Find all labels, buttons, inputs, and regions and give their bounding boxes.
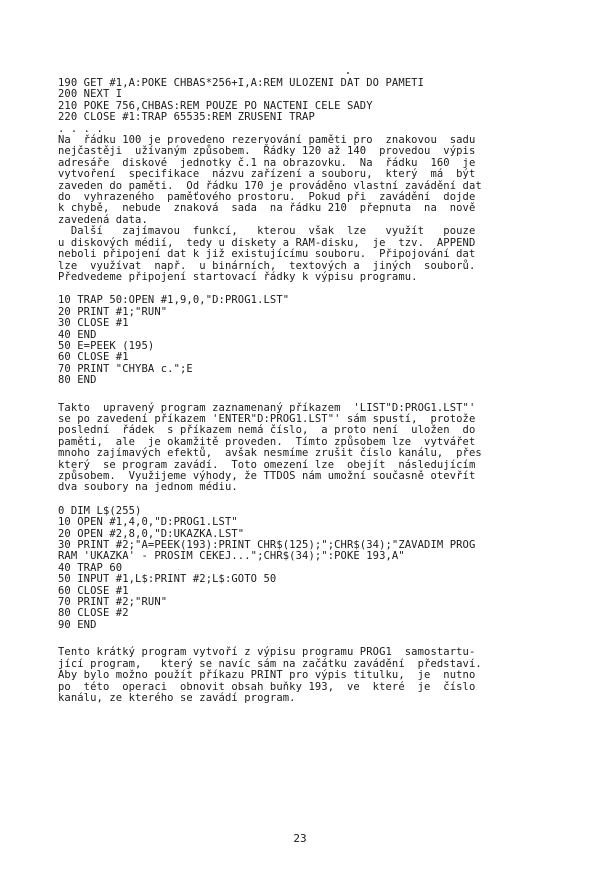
paragraph-4 <box>58 647 558 704</box>
para3-line: dva soubory na jednom médiu. <box>58 481 238 494</box>
code1-line: 190 GET #1,A:POKE CHBAS*256+I,A:REM ULOZENI DAT DO PAMETI <box>58 77 425 89</box>
para3-line: poslední řádek s příkazem nemá číslo, a proto není uložen do <box>58 424 476 437</box>
para1-line: k chybě, nebude znaková sada na řádku 210 přepnuta na nově <box>58 202 476 215</box>
para3-line: Takto upravený program zaznamenaný příkazem 'LIST"D:PROG1.LST"' <box>58 401 476 414</box>
para4-line: jící program, který se navíc sám na začátku zavádění představí. <box>58 657 482 670</box>
code3-line: 0 DIM L$(255) <box>58 504 142 517</box>
para1-line: zaveden do paměti. Od řádku 170 je prováděno vlastní zavádění dat <box>58 179 482 192</box>
code-listing-2 <box>58 295 558 386</box>
code3-line: 50 INPUT #1,L$:PRINT #2;L$:GOTO 50 <box>58 573 277 586</box>
page-body <box>58 78 558 704</box>
para3-line: který se program zavádí. Toto omezení lze obejít následujícím <box>58 458 476 471</box>
code2-line: 80 END <box>58 374 97 387</box>
code1-line: 220 CLOSE #1:TRAP 65535:REM ZRUSENI TRAP <box>58 111 315 124</box>
page-number: 23 <box>293 832 307 845</box>
para2-line: u diskových médií, tedy u diskety a RAM-disku, je tzv. APPEND <box>58 236 476 249</box>
code3-line: 80 CLOSE #2 <box>58 607 129 620</box>
paragraph-1 <box>58 135 558 226</box>
code2-line: 60 CLOSE #1 <box>58 351 129 364</box>
para3-line: způsobem. Využijeme výhody, že TTDOS nám umožní současně otevřít <box>58 470 476 482</box>
code1-line: 210 POKE 756,CHBAS:REM POUZE PO NACTENI CELE SADY <box>58 99 373 112</box>
paragraph-2 <box>58 226 558 283</box>
code2-line: 20 PRINT #1;"RUN" <box>58 305 168 318</box>
para4-line: Aby bylo možno použít příkazu PRINT pro výpis titulku, je nutno <box>58 669 476 682</box>
para3-line: mnoho zajímavých efektů, avšak nesmíme zrušit číslo kanálu, přes <box>58 447 482 460</box>
para2-line: Předvedeme připojení startovací řádky k výpisu programu. <box>58 270 418 283</box>
code2-line: 40 END <box>58 328 97 341</box>
code-listing-3 <box>58 506 558 631</box>
code3-line: 20 OPEN #2,8,0,"D:UKAZKA.LST" <box>58 527 245 540</box>
code3-line: RAM 'UKAZKA' - PROSIM CEKEJ...";CHR$(34);":POKE 193,A" <box>58 550 405 563</box>
para3-line: paměti, ale je okamžitě proveden. Tímto způsobem lze vytvářet <box>58 435 476 448</box>
para2-line: lze využívat např. u binárních, textových a jiných souborů. <box>58 259 476 272</box>
para1-line: adresáře diskové jednotky č.1 na obrazovku. Na řádku 160 je <box>58 156 476 169</box>
para4-line: kanálu, ze kterého se zavádí program. <box>58 691 296 704</box>
code3-line: 10 OPEN #1,4,0,"D:PROG1.LST" <box>58 516 238 529</box>
code-listing-1 <box>58 78 558 135</box>
code1-line: . . . . <box>58 122 103 135</box>
para1-line: nejčastěji užívaným způsobem. Řádky 120 až 140 provedou výpis <box>58 145 476 158</box>
para1-line: vytvoření specifikace názvu zařízení a souboru, který má být <box>58 168 476 181</box>
para2-line: Další zajímavou funkcí, kterou však lze využít pouze <box>58 225 476 238</box>
para1-line: do vyhrazeného paměťového prostoru. Pokud při zavádění dojde <box>58 191 476 204</box>
paragraph-3 <box>58 403 558 494</box>
para1-line: Na řádku 100 je provedeno rezervování paměti pro znakovou sadu <box>58 134 476 147</box>
para4-line: Tento krátký program vytvoří z výpisu programu PROG1 samostartu- <box>58 646 476 659</box>
code3-line: 40 TRAP 60 <box>58 561 123 574</box>
para4-line: po této operaci obnovit obsah buňky 193, ve které je číslo <box>58 680 476 693</box>
code3-line: 70 PRINT #2;"RUN" <box>58 596 168 609</box>
para3-line: se po zavedení příkazem 'ENTER"D:PROG1.LST"' sám spustí, protože <box>58 412 476 425</box>
code3-line: 90 END <box>58 618 97 631</box>
code1-line: 200 NEXT I <box>58 88 123 101</box>
code2-line: 50 E=PEEK (195) <box>58 339 155 352</box>
code3-line: 30 PRINT #2;"A=PEEK(193):PRINT CHR$(125);";CHR$(34);"ZAVADIM PROG <box>58 539 476 552</box>
code2-line: 70 PRINT "CHYBA c.";E <box>58 362 193 375</box>
code2-line: 10 TRAP 50:OPEN #1,9,0,"D:PROG1.LST" <box>58 294 290 307</box>
code2-line: 30 CLOSE #1 <box>58 317 129 330</box>
scan-dot <box>347 72 349 74</box>
para1-line: zavedená data. <box>58 213 148 226</box>
code3-line: 60 CLOSE #1 <box>58 584 129 597</box>
para2-line: neboli připojení dat k již existujícímu souboru. Připojování dat <box>58 248 476 261</box>
